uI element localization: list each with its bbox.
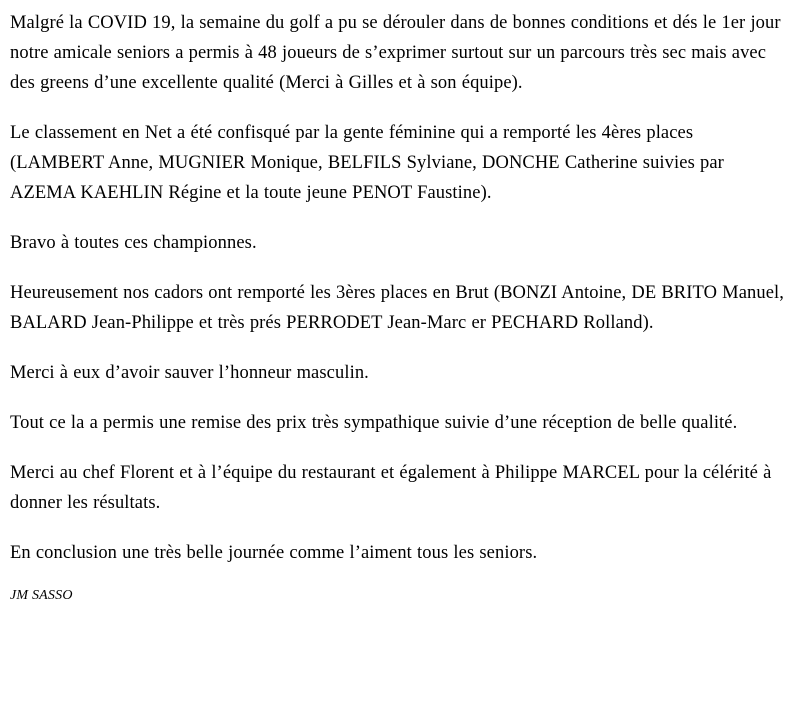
paragraph-5: Merci à eux d’avoir sauver l’honneur masculin. [10, 363, 369, 383]
signature: JM SASSO [10, 588, 73, 603]
paragraph-2: Le classement en Net a été confisqué par la gente féminine qui a remporté les 4ères places (LAMBERT Anne, MUGNIER Monique, BELFILS Sylviane, DONCHE Catherine suivies par AZEMA KAEHLIN Régine et la toute jeune PENOT Faustine). [10, 123, 724, 203]
paragraph-3: Bravo à toutes ces championnes. [10, 233, 257, 253]
paragraph-7: Merci au chef Florent et à l’équipe du restaurant et également à Philippe MARCEL pour la célérité à donner les résultats. [10, 463, 772, 513]
paragraph-8: En conclusion une très belle journée comme l’aiment tous les seniors. [10, 543, 538, 563]
paragraph-4: Heureusement nos cadors ont remporté les 3ères places en Brut (BONZI Antoine, DE BRITO Manuel, BALARD Jean-Philippe et très prés PERRODET Jean-Marc er PECHARD Rolland). [10, 283, 784, 333]
paragraph-6: Tout ce la a permis une remise des prix très sympathique suivie d’une réception de belle qualité. [10, 413, 738, 433]
paragraph-1: Malgré la COVID 19, la semaine du golf a pu se dérouler dans de bonnes conditions et dés le 1er jour notre amicale seniors a permis à 48 joueurs de s’exprimer surtout sur un parcours très sec mais avec des greens d’une excellente qualité (Merci à Gilles et à son équipe). [10, 13, 781, 93]
